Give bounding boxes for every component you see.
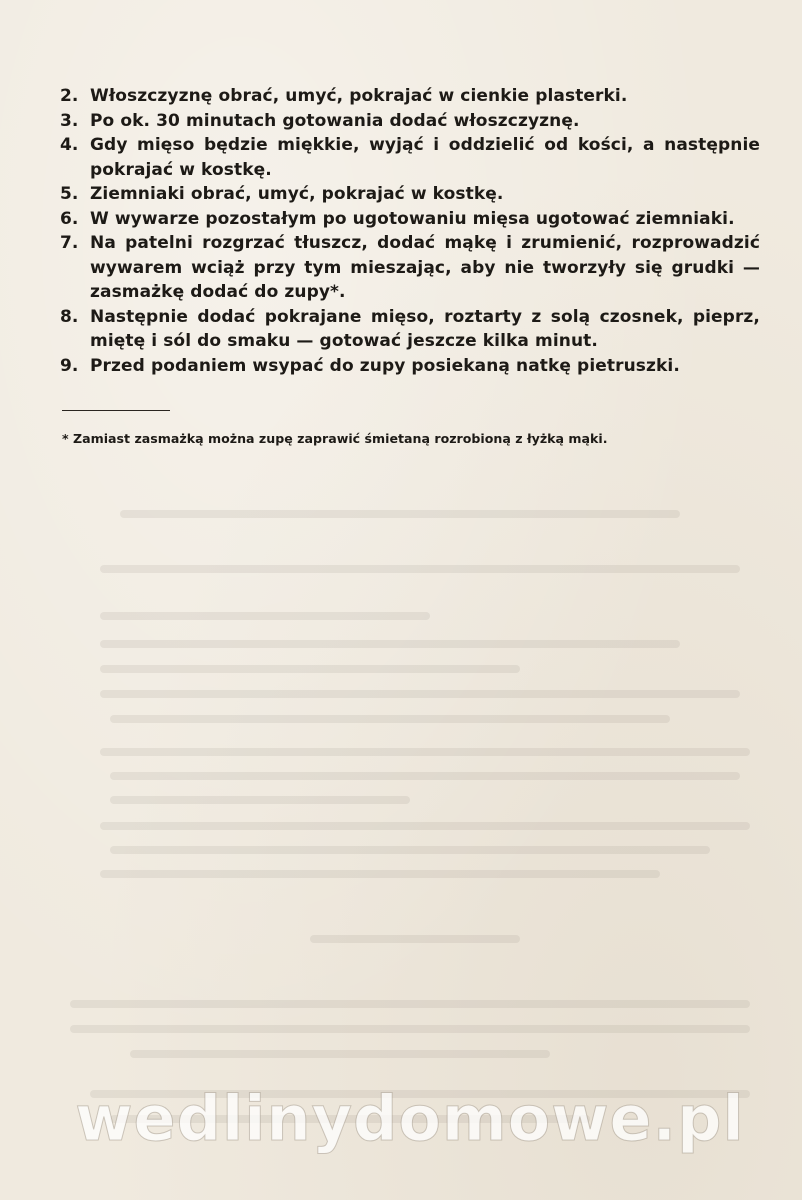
step-number: 3.	[60, 110, 79, 131]
step-text: Przed podaniem wsypać do zupy posiekaną natkę pietruszki.	[90, 355, 680, 376]
step-text: W wywarze pozostałym po ugotowaniu mięsa ugotować ziemniaki.	[90, 208, 735, 229]
recipe-step	[60, 305, 760, 354]
recipe-step	[60, 133, 760, 182]
step-text: Gdy mięso będzie miękkie, wyjąć i oddzielić od kości, a następnie pokrajać w kostkę.	[90, 135, 760, 180]
recipe-step	[60, 109, 760, 134]
site-watermark: wedlinydomowe.pl	[75, 1082, 745, 1155]
step-text: Następnie dodać pokrajane mięso, roztarty z solą czosnek, pieprz, miętę i sól do smaku — gotować jeszcze kilka minut.	[90, 306, 760, 351]
step-text: Na patelni rozgrzać tłuszcz, dodać mąkę i zrumienić, rozprowadzić wywarem wciąż przy tym mieszając, aby nie tworzyły się grudki — zasmażkę dodać do zupy*.	[90, 233, 760, 302]
step-number: 6.	[60, 208, 79, 229]
footnote: * Zamiast zasmażką można zupę zaprawić śmietaną rozrobioną z łyżką mąki.	[62, 431, 608, 446]
footnote-divider	[62, 410, 170, 411]
step-number: 5.	[60, 184, 79, 204]
recipe-steps-list	[60, 84, 760, 378]
step-number: 2.	[60, 86, 79, 106]
recipe-step	[60, 182, 760, 207]
recipe-step	[60, 354, 760, 379]
step-text: Włoszczyznę obrać, umyć, pokrajać w cienkie plasterki.	[90, 86, 628, 106]
recipe-step	[60, 207, 760, 232]
recipe-step	[60, 84, 760, 109]
step-text: Po ok. 30 minutach gotowania dodać włoszczyznę.	[90, 110, 580, 131]
step-text: Ziemniaki obrać, umyć, pokrajać w kostkę.	[90, 184, 504, 204]
recipe-step	[60, 231, 760, 305]
step-number: 7.	[60, 233, 79, 253]
step-number: 4.	[60, 135, 79, 155]
step-number: 8.	[60, 306, 79, 327]
step-number: 9.	[60, 355, 79, 376]
